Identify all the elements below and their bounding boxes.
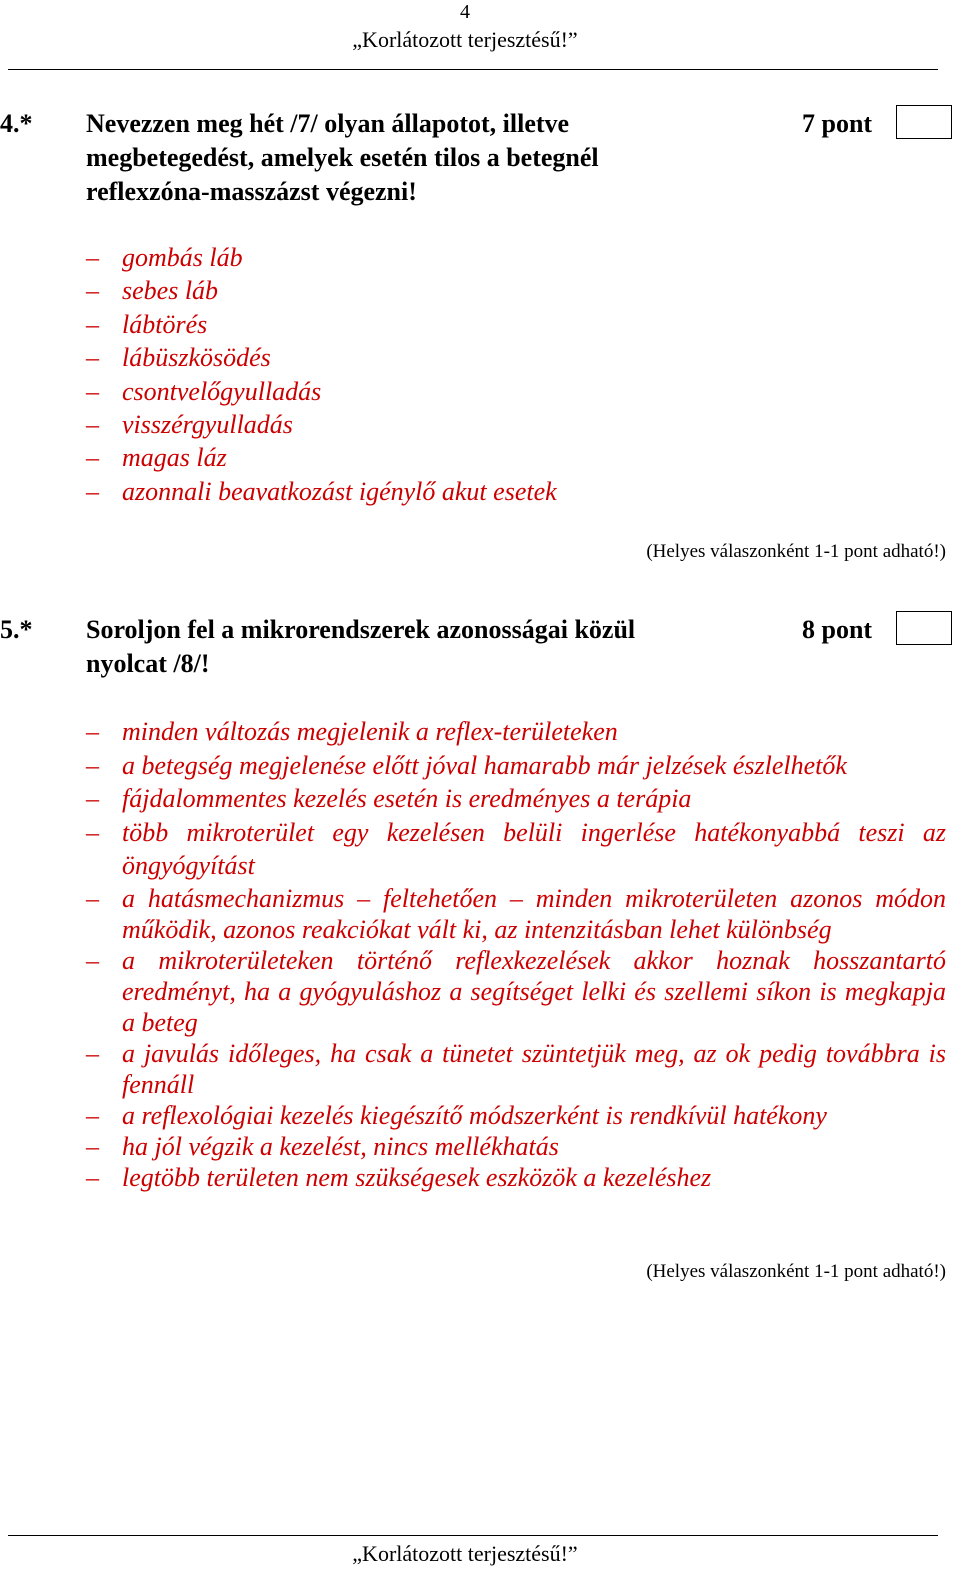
question-5-points: 8 pont — [802, 615, 873, 644]
page-number: 4 — [460, 1, 470, 23]
list-item — [86, 749, 946, 783]
list-item — [86, 341, 946, 374]
question-4-score-box[interactable] — [896, 105, 952, 139]
answer-text: azonnali beavatkozást igénylő akut esetek — [122, 476, 557, 506]
list-item — [86, 441, 946, 474]
list-item — [86, 1131, 946, 1162]
list-item — [86, 1162, 946, 1193]
list-marker: – — [86, 343, 99, 373]
answer-text: gombás láb — [122, 243, 243, 272]
question-5-score-box[interactable] — [896, 611, 952, 645]
list-marker: – — [86, 276, 99, 306]
question-5-prompt-line: Soroljon fel a mikrorendszerek azonosságai közül — [86, 615, 636, 644]
answer-text: a reflexológiai kezelés kiegészítő módszerként is rendkívül hatékony — [122, 1100, 827, 1130]
header-notice: „Korlátozott terjesztésű!” — [352, 27, 578, 52]
answer-text: a javulás időleges, ha csak a tünetet szüntetjük meg, az ok pedig továbbra is fennáll — [122, 1038, 946, 1099]
question-5-answer-list — [86, 715, 946, 1193]
list-item — [86, 1100, 946, 1131]
footer-divider — [8, 1535, 938, 1536]
list-item — [86, 945, 946, 1038]
answer-text: legtöbb területen nem szükségesek eszközök a kezeléshez — [122, 1162, 712, 1192]
answer-text: ha jól végzik a kezelést, nincs mellékhatás — [122, 1131, 559, 1161]
answer-text: magas láz — [122, 443, 227, 473]
list-item — [86, 274, 946, 307]
question-5-number: 5.* — [0, 615, 33, 644]
list-marker: – — [86, 750, 99, 780]
list-item — [86, 308, 946, 341]
list-marker: – — [86, 945, 99, 975]
question-4-prompt-line: megbetegedést, amelyek esetén tilos a betegnél — [86, 143, 599, 172]
list-item — [86, 475, 946, 508]
question-4-number: 4.* — [0, 109, 33, 138]
question-4-points: 7 pont — [802, 109, 873, 138]
answer-text: a hatásmechanizmus – feltehetően – minden mikroterületen azonos módon működik, azonos reakciókat vált ki, az intenzitásban lehet különbség — [122, 883, 946, 944]
list-marker: – — [86, 817, 99, 847]
list-marker: – — [86, 1131, 99, 1161]
list-item — [86, 883, 946, 945]
list-item — [86, 782, 946, 816]
answer-text: a mikroterületeken történő reflexkezelések akkor hoznak hosszantartó eredményt, ha a gyógyuláshoz a segítséget lelki és szellemi síkon is megkapja a beteg — [122, 945, 946, 1037]
answer-text: minden változás megjelenik a reflex-területeken — [122, 717, 618, 746]
question-4-scoring-note: (Helyes válaszonként 1-1 pont adható!) — [646, 541, 946, 562]
question-4-prompt-line: Nevezzen meg hét /7/ olyan állapotot, illetve — [86, 109, 570, 138]
list-marker: – — [86, 476, 99, 506]
question-4-answer-list — [86, 241, 946, 508]
question-4-prompt-line: reflexzóna-masszázst végezni! — [86, 177, 417, 206]
list-item — [86, 1038, 946, 1100]
answer-text: lábüszkösödés — [122, 343, 271, 373]
answer-text: visszérgyulladás — [122, 410, 293, 440]
question-5-prompt-line: nyolcat /8/! — [86, 649, 210, 678]
list-marker: – — [86, 376, 99, 406]
header-divider — [8, 69, 938, 70]
list-item — [86, 715, 946, 749]
list-item — [86, 375, 946, 408]
answer-text: csontvelőgyulladás — [122, 376, 322, 406]
question-5-scoring-note: (Helyes válaszonként 1-1 pont adható!) — [646, 1261, 946, 1282]
answer-text: fájdalommentes kezelés esetén is eredményes a terápia — [122, 784, 692, 813]
list-marker: – — [86, 309, 99, 339]
list-item — [86, 816, 946, 883]
list-marker: – — [86, 883, 99, 913]
answer-text: lábtörés — [122, 309, 208, 339]
list-marker: – — [86, 243, 99, 272]
list-marker: – — [86, 1100, 99, 1130]
list-marker: – — [86, 410, 99, 440]
question-4-prompt — [86, 107, 766, 209]
answer-text: sebes láb — [122, 276, 219, 306]
list-marker: – — [86, 1162, 99, 1192]
list-marker: – — [86, 443, 99, 473]
footer-notice: „Korlátozott terjesztésű!” — [352, 1541, 578, 1566]
answer-text: több mikroterület egy kezelésen belüli ingerlése hatékonyabbá teszi az öngyógyítást — [122, 817, 946, 880]
list-item — [86, 241, 946, 274]
list-item — [86, 408, 946, 441]
question-5-prompt — [86, 613, 766, 681]
list-marker: – — [86, 717, 99, 746]
answer-text: a betegség megjelenése előtt jóval hamarabb már jelzések észlelhetők — [122, 750, 847, 780]
list-marker: – — [86, 784, 99, 813]
list-marker: – — [86, 1038, 99, 1068]
